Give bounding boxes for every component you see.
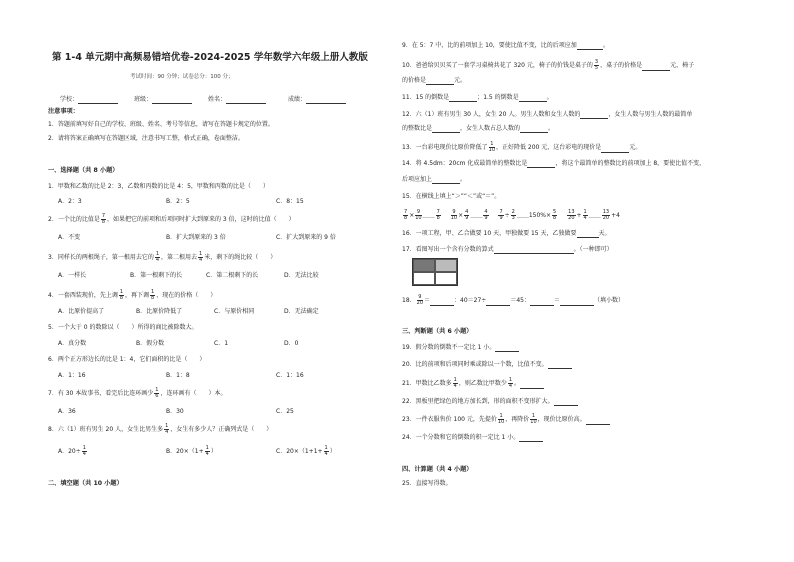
question-9: 9．在 5：7 中，比的前项加上 10，要使比值不变，比的后项应加 。 <box>402 42 609 49</box>
q8-option-c[interactable]: C．20×（1+1+ $\frac{1}{4}$ ） <box>276 445 336 457</box>
q4-option-c[interactable]: C．与原价相同 <box>214 308 255 315</box>
question-22: 22．黑板里把绿色的地方加长到，形的面积不变形扩大。 <box>402 398 578 406</box>
class-field[interactable] <box>134 96 192 104</box>
score-field[interactable] <box>288 96 346 104</box>
q6-option-b[interactable]: B．1：8 <box>166 372 190 379</box>
question-24: 24．一个分数和它的倒数的积一定比 1 小。 <box>402 434 543 442</box>
left-column <box>48 0 368 562</box>
q4-option-b[interactable]: B．比原价降低了 <box>136 308 183 315</box>
fraction: $\frac{1}{10}$ <box>488 141 496 153</box>
shaded-cell <box>435 259 457 272</box>
notes-heading: 注意事项： <box>48 108 79 115</box>
question-5: 5．一个大于 0 的数除以（ ）所得的商比被除数大。 <box>48 324 198 331</box>
q5-option-b[interactable]: B．假分数 <box>136 340 165 347</box>
section-2-heading: 二、填空题（共 10 小题） <box>48 480 123 487</box>
score-label: 成绩： <box>288 96 307 103</box>
page-title: 第 1-4 单元期中高频易错培优卷-2024-2025 学年数学六年级上册人教版 <box>52 52 368 63</box>
fraction: $\frac{1}{6}$ <box>155 387 159 399</box>
question-18: 18． $\frac{9}{20}$ ＝ ：40＝27÷ ＝45： ＝ （填小数） <box>402 294 625 306</box>
fraction: $\frac{9}{20}$ <box>416 294 424 306</box>
question-1: 1．甲数和乙数的比是 2：3，乙数和丙数的比是 4：5，甲数和丙数的比是（ ） <box>48 183 269 190</box>
name-label: 姓名： <box>208 96 227 103</box>
fraction-grid-figure <box>412 258 458 286</box>
q3-option-a[interactable]: A．一样长 <box>58 272 87 279</box>
fraction: $\frac{1}{4}$ <box>199 251 203 263</box>
fraction: $\frac{3}{5}$ <box>594 59 599 71</box>
section-1-heading: 一、选择题（共 8 小题） <box>48 167 119 174</box>
note-2: 2．请将答案正确填写在答题区域，注意书写工整，格式正确，卷面整洁。 <box>48 135 244 142</box>
q1-option-a[interactable]: A．2：3 <box>58 198 82 205</box>
shaded-cell <box>413 259 435 272</box>
q1-option-b[interactable]: B．2：5 <box>166 198 190 205</box>
question-8: 8．六（1）班有男生 20 人，女生比男生多 $\frac{1}{4}$ ，女生有多少人？正确列式是（ ） <box>48 423 273 435</box>
question-4: 4．一套西装现价，先上调 $\frac{1}{8}$ ，再下调 $\frac{1}{8}$ ，现在的价格（ ） <box>48 289 217 301</box>
section-3-heading: 三、判断题（共 6 小题） <box>402 328 473 335</box>
section-4-heading: 四、计算题（共 4 小题） <box>402 466 473 473</box>
school-field[interactable] <box>60 96 118 104</box>
question-20: 20．比的前项和后项同时乘或除以一个数，比值不变。 <box>402 361 572 369</box>
class-label: 班级： <box>134 96 153 103</box>
question-12-cont: 的整数比是 ，女生人数占总人数的 。 <box>402 125 555 132</box>
question-7: 7．有 30 本故事书，看完后比连环画少 $\frac{1}{6}$ ，连环画有（ ）本。 <box>48 387 227 399</box>
question-10: 10．爸爸给贝贝买了一套学习桌椅共花了 320 元，椅子的价钱是桌子的 $\frac{3}{5}$ ，桌子的价格是 元，椅子 <box>402 59 695 71</box>
exam-info: 考试时间：90 分钟；试卷总分：100 分； <box>130 74 234 80</box>
question-13: 13．一台彩电现价比原价降低了 $\frac{1}{10}$ ，正好降低 200 元，这台彩电的现价是 元。 <box>402 141 642 153</box>
q2-option-c[interactable]: C．扩大到原来的 9 倍 <box>276 234 336 241</box>
q8-option-b[interactable]: B．20×（1+ $\frac{1}{4}$ ） <box>166 445 217 457</box>
q3-option-b[interactable]: B．第一根剩下的长 <box>130 272 183 279</box>
q7-option-b[interactable]: B．30 <box>166 408 184 415</box>
q3-option-c[interactable]: C．第二根剩下的长 <box>206 272 259 279</box>
q2-option-b[interactable]: B．扩大到原来的 3 倍 <box>166 234 226 241</box>
school-label: 学校： <box>60 96 79 103</box>
q7-option-c[interactable]: C．25 <box>276 408 294 415</box>
question-25: 25．直接写得数。 <box>402 480 452 487</box>
q15-comparisons: $\frac{7}{8}$ × $\frac{9}{10}$ ＿＿ $\frac{7}{8}$ $\frac{9}{10}$ × $\frac{4}{9}$ ＿＿ $\frac{4}{9}$ $\frac{7}{9}$ ÷ $\frac{2}{3}$ ＿＿150%× $\frac{5}{8}$ $\frac{13}{20}$ + $\frac{1}{4}$ ＿＿ $\frac{13}{20}$ +4 <box>404 209 620 221</box>
question-16: 16．一项工程，甲、乙合做要 10 天，甲独做要 15 天，乙独做要 天。 <box>402 230 611 237</box>
question-12: 12．六（1）班有男生 30 人，女生 20 人。男生人数和女生人数的 ，女生人数与男生人数的最简单 <box>402 111 693 118</box>
q4-option-a[interactable]: A．比原价提高了 <box>58 308 105 315</box>
q6-option-a[interactable]: A．1：16 <box>58 372 86 379</box>
fraction: $\frac{1}{4}$ <box>165 423 169 435</box>
grid-cell <box>413 272 435 285</box>
fraction: $\frac{1}{4}$ <box>155 251 160 263</box>
q5-option-c[interactable]: C．1 <box>214 340 229 347</box>
q3-option-d[interactable]: D．无法比较 <box>284 272 319 279</box>
q5-option-a[interactable]: A．真分数 <box>58 340 87 347</box>
q1-option-c[interactable]: C．8：15 <box>276 198 304 205</box>
fraction: $\frac{7}{8}$ <box>101 213 106 225</box>
question-11: 11．15 的倒数是 ；1.5 的倒数是 。 <box>402 94 553 101</box>
q2-option-a[interactable]: A．不变 <box>58 234 81 241</box>
question-17: 17．看图写出一个含有分数的算式 。（一种即可） <box>402 246 613 253</box>
question-14: 14．将 4.5dm：20cm 化成最简单的整数比是 ，将这个最简单的整数比的前项加上 8，要使比值不变， <box>402 160 706 167</box>
question-3: 3．同样长的两根绳子，第一根用去它的 $\frac{1}{4}$ ，第二根用去 $\frac{1}{4}$ 米，剩下的绳比较（ ） <box>48 251 277 263</box>
question-6: 6．两个正方形边长的比是 1：4，它们面积的比是（ ） <box>48 356 206 363</box>
fraction: $\frac{1}{8}$ <box>119 289 124 301</box>
question-23: 23．一件衣服售价 100 元，先提价 $\frac{1}{10}$ ，再降价 $\frac{1}{10}$ ，现价比原价高。 <box>402 414 610 425</box>
question-15: 15．在横线上填上“＞”“＜”或“＝”。 <box>402 193 501 200</box>
question-2: 2．一个比的比值是 $\frac{7}{8}$ ，如果把它的前项和后项同时扩大到原来的 3 倍，这时的比值（ ） <box>48 213 295 225</box>
question-10-cont: 的价格是 元。 <box>402 77 467 84</box>
question-14-cont: 后项应加上 。 <box>402 176 467 183</box>
note-1: 1．答题前填写好自己的学校、班级、姓名、考号等信息，请写在答题卡规定的位置。 <box>48 121 274 128</box>
name-field[interactable] <box>208 96 266 104</box>
q5-option-d[interactable]: D．0 <box>284 340 299 347</box>
question-19: 19．假分数的倒数不一定比 1 小。 <box>402 344 519 352</box>
q8-option-a[interactable]: A．20÷ $\frac{1}{4}$ <box>58 445 86 457</box>
q4-option-d[interactable]: D．无法确定 <box>284 308 319 315</box>
question-21: 21．甲数比乙数多 $\frac{1}{4}$ ，则乙数比甲数少 $\frac{1}{4}$ 。 <box>402 378 544 389</box>
q6-option-c[interactable]: C．1：16 <box>276 372 304 379</box>
grid-cell <box>435 272 457 285</box>
q7-option-a[interactable]: A．36 <box>58 408 76 415</box>
fraction: $\frac{1}{8}$ <box>151 289 155 301</box>
